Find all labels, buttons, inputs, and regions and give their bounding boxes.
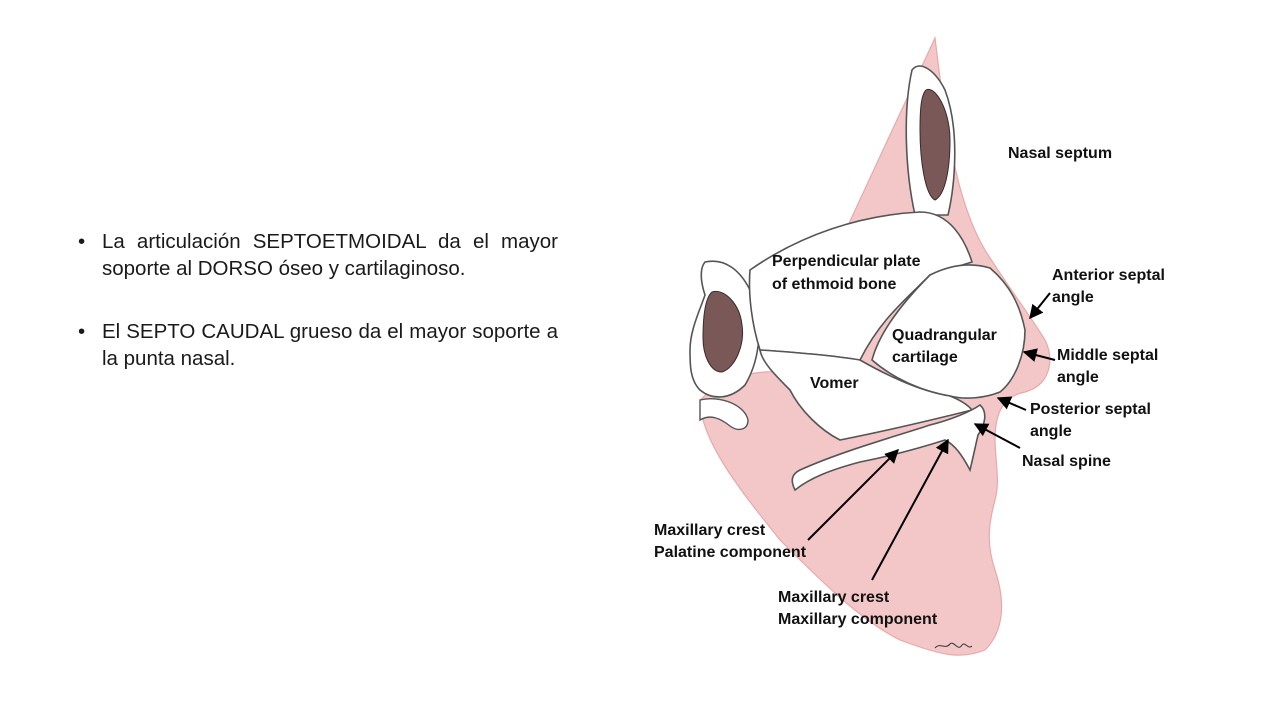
bullet-marker: • (78, 230, 86, 253)
label-posterior-septal-line1: Posterior septal (1030, 401, 1151, 418)
bullet-text: El SEPTO CAUDAL grueso da el mayor soporte a la punta nasal. (102, 320, 558, 370)
label-maxillary-palatine-line1: Maxillary crest (654, 522, 766, 539)
label-nasal-septum: Nasal septum (1008, 145, 1113, 162)
label-middle-septal-line2: angle (1057, 369, 1099, 386)
label-anterior-septal-line2: angle (1052, 289, 1094, 306)
label-maxillary-palatine-line2: Palatine component (654, 544, 807, 561)
bullet-marker: • (78, 320, 86, 343)
nasal-septum-diagram (640, 30, 1200, 670)
label-quadrangular-line2: cartilage (892, 349, 958, 366)
bullet-list (78, 228, 558, 408)
label-perpendicular-plate-line1: Perpendicular plate (772, 253, 921, 270)
label-nasal-spine: Nasal spine (1022, 453, 1111, 470)
label-anterior-septal-line1: Anterior septal (1052, 267, 1165, 284)
label-middle-septal-line1: Middle septal (1057, 347, 1159, 364)
label-quadrangular-line1: Quadrangular (892, 327, 997, 344)
label-maxillary-maxillary-line1: Maxillary crest (778, 589, 890, 606)
label-maxillary-maxillary-line2: Maxillary component (778, 611, 938, 628)
label-vomer: Vomer (810, 375, 859, 392)
label-perpendicular-plate-line2: of ethmoid bone (772, 276, 897, 293)
bullet-item-caudal-septum (78, 318, 558, 372)
bullet-text: La articulación SEPTOETMOIDAL da el mayor soporte al DORSO óseo y cartilaginoso. (102, 230, 558, 280)
bullet-item-septoethmoidal (78, 228, 558, 282)
label-posterior-septal-line2: angle (1030, 423, 1072, 440)
arrow-anterior-septal (1030, 293, 1050, 318)
